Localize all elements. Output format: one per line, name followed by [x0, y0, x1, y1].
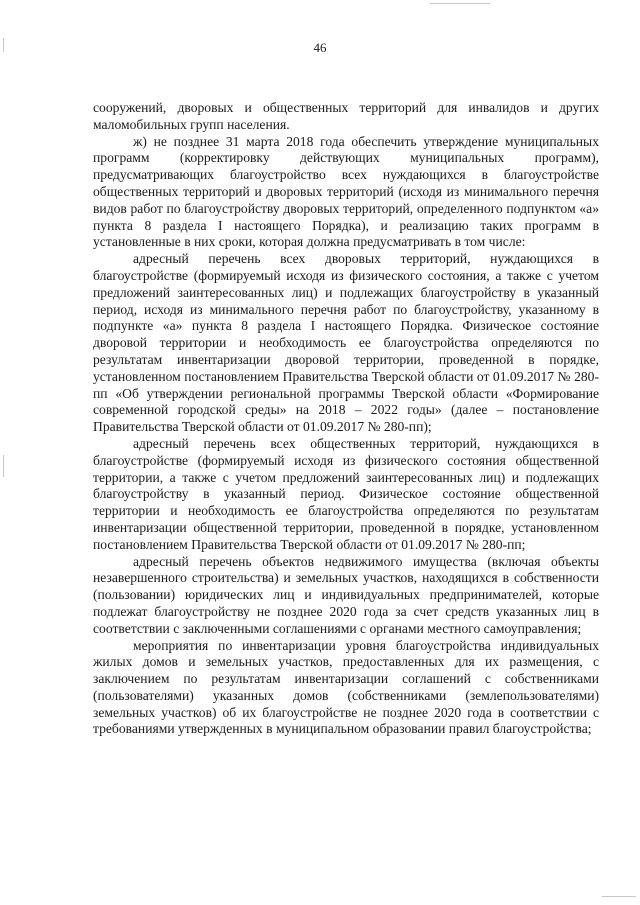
page-number: 46	[313, 40, 327, 55]
paragraph-courtyard-list: адресный перечень всех дворовых территорий, нуждающихся в благоустройстве (формируемый исходя из физического состояния, а также с учетом предложений заинтересованных лиц) и подлежащих благоустройству в указанный период, исходя из минимального перечня работ по благоустройству, указанному в подпункте «а» пункта 8 раздела I настоящего Порядка. Физическое состояние дворовой территории и необходимость ее благоустройства определяются по результатам инвентаризации дворовой территории, проведенной в порядке, установленном постановлением Правительства Тверской области от 01.09.2017 № 280-пп «Об утверждении региональной программы Тверской области «Формирование современной городской среды» на 2018 – 2022 годы» (далее – постановление Правительства Тверской области от 01.09.2017 № 280-пп);	[93, 251, 599, 435]
scan-mark-left-middle	[3, 455, 4, 477]
paragraph-item-zh: ж) не позднее 31 марта 2018 года обеспечить утверждение муниципальных программ (корректировку действующих муниципальных программ), предусматривающих благоустройство всех нуждающихся в благоустройстве общественных территорий и дворовых территорий (исходя из минимального перечня видов работ по благоустройству дворовых территорий, определенного подпунктом «а» пункта 8 раздела I настоящего Порядка), и реализацию таких программ в установленные в них сроки, которая должна предусматривать в том числе:	[93, 133, 599, 250]
scan-mark-right-bottom	[602, 896, 636, 897]
body-text	[93, 100, 599, 738]
paragraph-inventory-measures: мероприятия по инвентаризации уровня благоустройства индивидуальных жилых домов и земельных участков, предоставленных для их размещения, с заключением по результатам инвентаризации соглашений с собственниками (пользователями) указанных домов (собственниками (землепользователями) земельных участков) об их благоустройстве не позднее 2020 года в соответствии с требованиями утвержденных в муниципальном образовании правил благоустройства;	[93, 637, 599, 737]
paragraph-real-estate-list: адресный перечень объектов недвижимого имущества (включая объекты незавершенного строительства) и земельных участков, находящихся в собственности (пользовании) юридических лиц и индивидуальных предпринимателей, которые подлежат благоустройству не позднее 2020 года за счет средств указанных лиц в соответствии с заключенными соглашениями с органами местного самоуправления;	[93, 553, 599, 636]
paragraph-public-territories-list: адресный перечень всех общественных территорий, нуждающихся в благоустройстве (формируемый исходя из физического состояния общественной территории, а также с учетом предложений заинтересованных лиц) и подлежащих благоустройству в указанный период. Физическое состояние общественной территории и необходимость ее благоустройства определяются по результатам инвентаризации общественной территории, проведенной в порядке, установленном постановлением Правительства Тверской области от 01.09.2017 № 280-пп;	[93, 435, 599, 552]
paragraph-continuation: сооружений, дворовых и общественных территорий для инвалидов и других маломобильных групп населения.	[93, 100, 599, 132]
scan-mark-top	[430, 3, 490, 4]
